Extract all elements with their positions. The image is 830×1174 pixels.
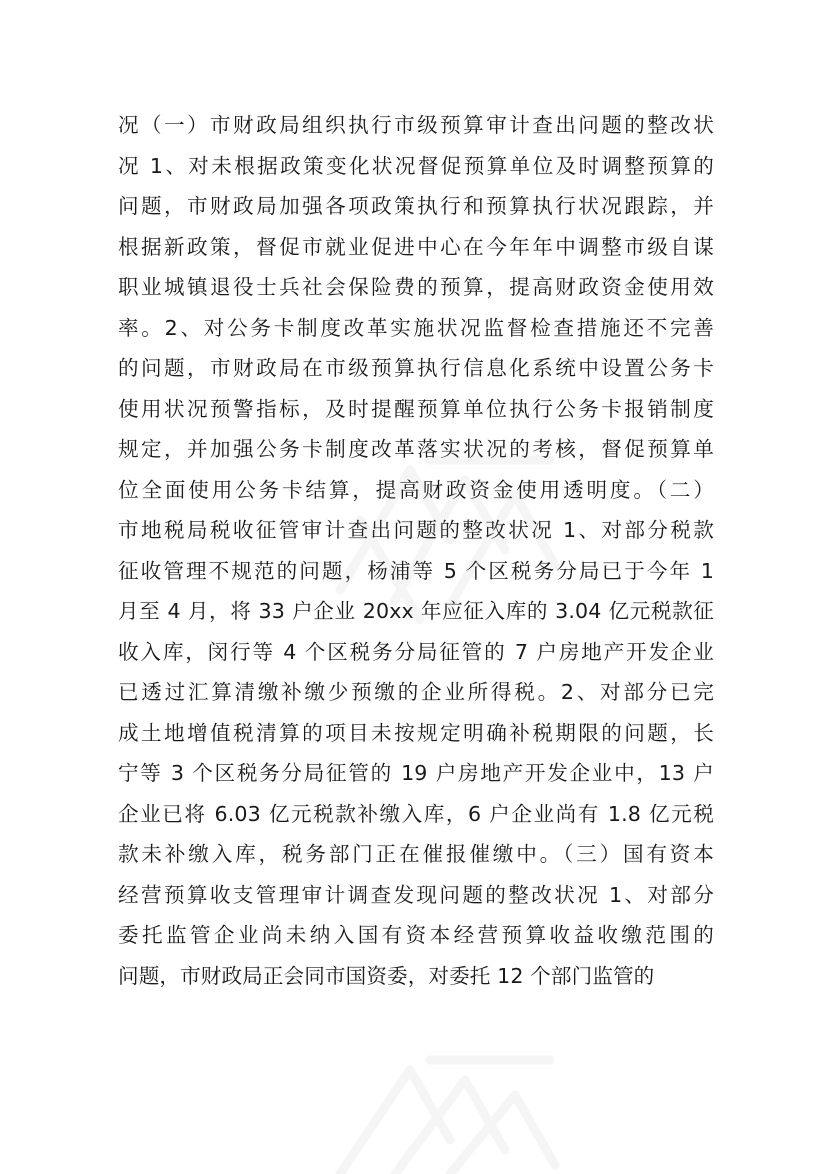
- text-line: 收入库，闵行等 4 个区税务分局征管的 7 户房地产开发企业: [118, 639, 714, 664]
- text-line: 问题，市财政局加强各项政策执行和预算执行状况跟踪，并: [118, 194, 714, 218]
- text-line: 的问题，市财政局在市级预算执行信息化系统中设置公务卡: [118, 356, 714, 380]
- text-line: 职业城镇退役士兵社会保险费的预算，提高财政资金使用效: [118, 275, 714, 299]
- text-line: 市地税局税收征管审计查出问题的整改状况 1、对部分税款: [118, 518, 714, 542]
- text-line: 企业已将 6.03 亿元税款补缴入库，6 户企业尚有 1.8 亿元税: [118, 801, 714, 826]
- text-line: 成土地增值税清算的项目未按规定明确补税期限的问题，长: [118, 720, 714, 745]
- text-line: 款未补缴入库，税务部门正在催报催缴中。（三）国有资本: [118, 842, 714, 866]
- text-line: 根据新政策，督促市就业促进中心在今年年中调整市级自谋: [118, 234, 714, 259]
- text-line: 宁等 3 个区税务分局征管的 19 户房地产开发企业中，13 户: [118, 761, 714, 785]
- text-line: 委托监管企业尚未纳入国有资本经营预算收益收缴范围的: [118, 923, 714, 947]
- text-line: 况（一）市财政局组织执行市级预算审计查出问题的整改状: [118, 113, 714, 137]
- text-line: 已透过汇算清缴补缴少预缴的企业所得税。2、对部分已完: [118, 680, 714, 704]
- text-line: 月至 4 月，将 33 户企业 20xx 年应征入库的 3.04 亿元税款征: [118, 599, 714, 623]
- text-line: 况 1、对未根据政策变化状况督促预算单位及时调整预算的: [118, 153, 714, 178]
- text-line: 征收管理不规范的问题，杨浦等 5 个区税务分局已于今年 1: [118, 558, 714, 583]
- body-paragraph: [118, 105, 714, 996]
- watermark-logo-icon: [300, 1040, 600, 1174]
- text-line: 问题，市财政局正会同市国资委，对委托 12 个部门监管的: [118, 963, 655, 988]
- text-line: 规定，并加强公务卡制度改革落实状况的考核，督促预算单: [118, 437, 714, 461]
- text-line: 经营预算收支管理审计调查发现问题的整改状况 1、对部分: [118, 882, 714, 907]
- text-line: 位全面使用公务卡结算，提高财政资金使用透明度。（二）: [118, 477, 714, 502]
- text-line: 率。2、对公务卡制度改革实施状况监督检查措施还不完善: [118, 315, 714, 340]
- text-line: 使用状况预警指标，及时提醒预算单位执行公务卡报销制度: [118, 396, 714, 421]
